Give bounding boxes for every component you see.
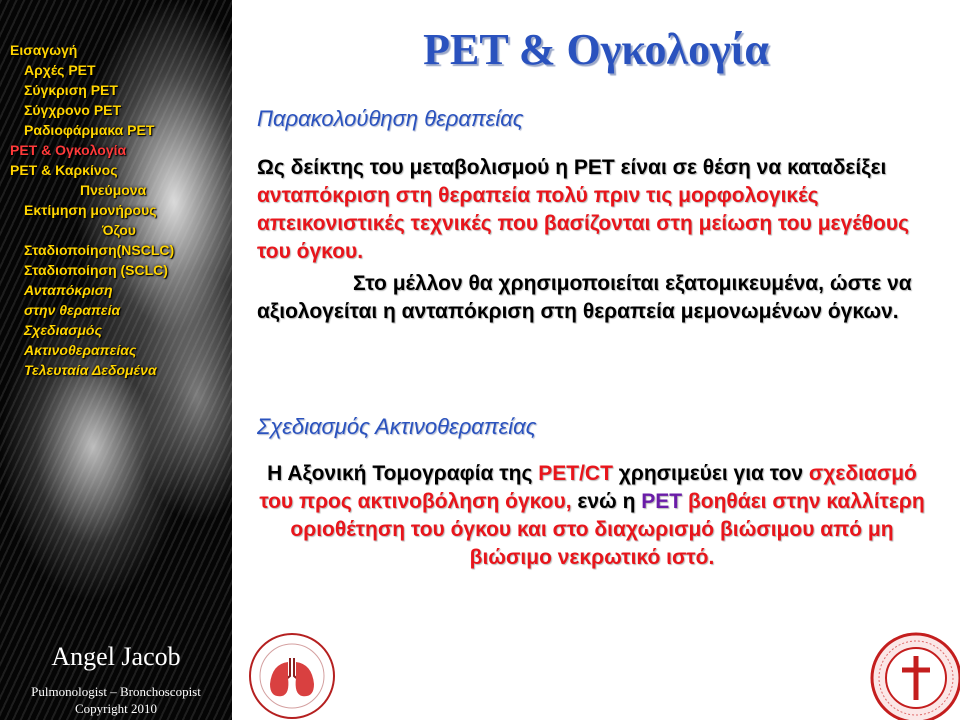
paragraph-text: Η Αξονική Τομογραφία της	[267, 462, 539, 485]
hospital-seal-logo	[866, 628, 960, 720]
nav-item-lung[interactable]: Πνεύμονα	[80, 182, 147, 198]
nav-item-pet-cancer[interactable]: PET & Καρκίνος	[10, 162, 118, 178]
nav-item-staging-nsclc[interactable]: Σταδιοποίηση(NSCLC)	[24, 242, 175, 258]
paragraph-text: Στο μέλλον θα χρησιμοποιείται εξατομικευμένα, ώστε να αξιολογείται η ανταπόκριση στη θεραπεία μεμονωμένων όγκων.	[257, 272, 912, 323]
lungs-logo	[248, 632, 336, 720]
author-role: Pulmonologist – Bronchoscopist	[31, 684, 201, 699]
copyright: Copyright 2010	[75, 701, 157, 716]
nav-item-radiotherapy[interactable]: Ακτινοθεραπείας	[24, 342, 137, 358]
nav-item-latest-data[interactable]: Τελευταία Δεδομένα	[24, 362, 157, 378]
nav-item-staging-sclc[interactable]: Σταδιοποίηση (SCLC)	[24, 262, 168, 278]
paragraph-highlight: ανταπόκριση στη θεραπεία πολύ πριν τις μορφολογικές απεικονιστικές τεχνικές που βασίζονται στη μείωση του μεγέθους του όγκου.	[257, 184, 909, 263]
paragraph-highlight: βοηθάει στην καλλίτερη οριοθέτηση του όγκου και στο διαχωρισμό βιώσιμου από μη βιώσιμο νεκρωτικό ιστό.	[290, 490, 925, 569]
nav-item-response[interactable]: Ανταπόκριση	[24, 282, 113, 298]
paragraph-text: Ως δείκτης του μεταβολισμού η PET είναι σε θέση να καταδείξει	[257, 156, 887, 179]
paragraph-radiotherapy	[252, 460, 932, 572]
paragraph-text: ενώ η	[571, 490, 642, 513]
nav-item-nodule[interactable]: Όζου	[102, 222, 136, 238]
nav-item-pet-comparison[interactable]: Σύγκριση PET	[24, 82, 118, 98]
sidebar	[0, 0, 232, 720]
nav-item-planning[interactable]: Σχεδιασμός	[24, 322, 102, 338]
slide-title: PET & Ογκολογία	[423, 25, 769, 74]
nav-item-therapy[interactable]: στην θεραπεία	[24, 302, 121, 318]
nav-item-pet-oncology[interactable]: PET & Ογκολογία	[10, 142, 127, 158]
nav-item-modern-pet[interactable]: Σύγχρονο PET	[24, 102, 122, 118]
section-heading-radiotherapy: Σχεδιασμός Ακτινοθεραπείας	[257, 414, 537, 439]
paragraph-monitoring	[257, 154, 937, 266]
nav-item-solitary-nodule[interactable]: Εκτίμηση μονήρους	[24, 202, 157, 218]
paragraph-highlight: PET/CT	[538, 462, 613, 485]
paragraph-future	[257, 270, 937, 326]
nav-item-radiopharmaceuticals[interactable]: Ραδιοφάρμακα PET	[24, 122, 155, 138]
paragraph-highlight: σχεδιασμό του προς ακτινοβόληση όγκου,	[259, 462, 917, 513]
nav-item-intro[interactable]: Εισαγωγή	[10, 42, 78, 58]
paragraph-text: χρησιμεύει για τον	[612, 462, 809, 485]
paragraph-highlight: PET	[641, 490, 683, 513]
nav-item-pet-principles[interactable]: Αρχές PET	[24, 62, 96, 78]
section-heading-monitoring: Παρακολούθηση θεραπείας	[257, 106, 524, 131]
author-name: Angel Jacob	[51, 642, 181, 671]
